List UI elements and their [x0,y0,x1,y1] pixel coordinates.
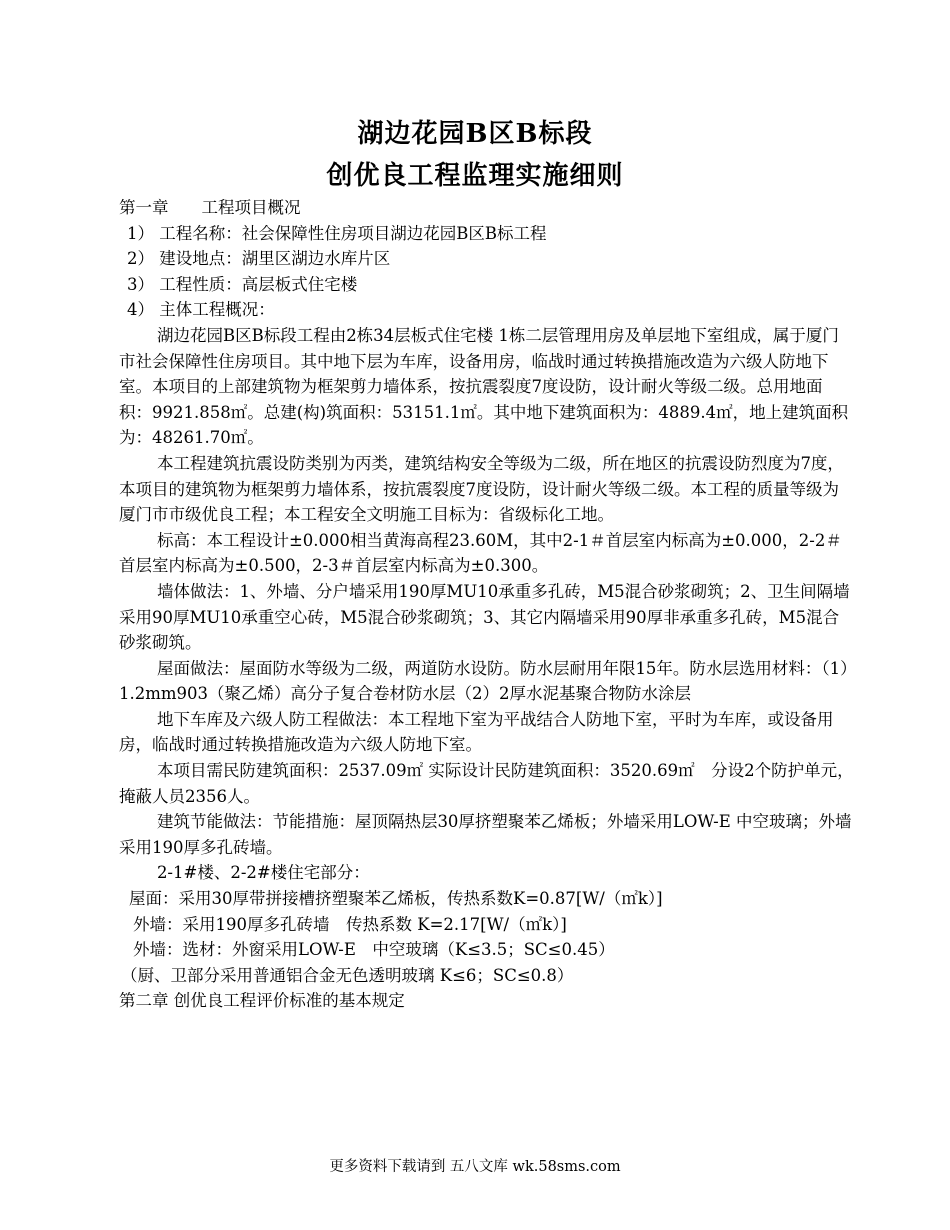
paragraph-residential: 2-1#楼、2-2#楼住宅部分： [156,863,370,883]
paragraph-seismic: 本工程建筑抗震设防类别为丙类，建筑结构安全等级为二级，所在地区的抗震设防烈度为7度，本项目的建筑物为框架剪力墙体系，按抗震裂度7度设防，设计耐火等级二级。本工程的质量等级为厦门市市级优良工程；本工程安全文明施工目标为：省级标化工地。 [119,453,844,525]
paragraph-wall: 墙体做法：1、外墙、分户墙采用190厚MU10承重多孔砖，M5混合砂浆砌筑；2、卫生间隔墙采用90厚MU10承重空心砖，M5混合砂浆砌筑；3、其它内隔墙采用90厚非承重多孔砖，M5混合砂浆砌筑。 [119,581,850,653]
paragraph-civil-defense: 本项目需民防建筑面积：2537.09㎡ 实际设计民防建筑面积：3520.69㎡ 分设2个防护单元，掩蔽人员2356人。 [119,761,854,806]
paragraph-window-spec: 外墙：选材：外窗采用LOW-E 中空玻璃（K≤3.5；SC≤0.45） [133,940,615,960]
paragraph-kitchen-note: （厨、卫部分采用普通铝合金无色透明玻璃 K≤6；SC≤0.8） [121,965,574,985]
footer-text: 更多资料下载请到 五八文库 wk.58sms.com [329,1159,621,1175]
list-item-nature: 3） 工程性质：高层板式住宅楼 [127,274,358,294]
list-item-project-name: 1） 工程名称：社会保障性住房项目湖边花园B区B标工程 [127,223,547,243]
list-item-location: 2） 建设地点：湖里区湖边水库片区 [127,249,391,269]
paragraph-roof: 屋面做法：屋面防水等级为二级，两道防水设防。防水层耐用年限15年。防水层选用材料：（1）1.2mm903（聚乙烯）高分子复合卷材防水层（2）2厚水泥基聚合物防水涂层 [119,658,849,704]
document-body [119,195,854,1014]
paragraph-roof-spec: 屋面：采用30厚带拼接槽挤塑聚苯乙烯板，传热系数K=0.87[W/（㎡k）] [129,889,663,909]
document-title-line1: 湖边花园B区B标段 [357,119,593,149]
document-title-line2: 创优良工程监理实施细则 [326,161,624,191]
paragraph-basement: 地下车库及六级人防工程做法：本工程地下室为平战结合人防地下室，平时为车库，或设备用房，临战时通过转换措施改造为六级人防地下室。 [119,709,834,755]
paragraph-overview: 湖边花园B区B标段工程由2栋34层板式住宅楼 1栋二层管理用房及单层地下室组成，属于厦门市社会保障性住房项目。其中地下层为车库，设备用房，临战时通过转换措施改造为六级人防地下室。本项目的上部建筑物为框架剪力墙体系，按抗震裂度7度设防，设计耐火等级二级。总用地面积：9921.858㎡。总建(构)筑面积：53151.1㎡。其中地下建筑面积为：4889.4㎡，地上建筑面积为：48261.70㎡。 [119,325,849,448]
list-item-overview: 4） 主体工程概况： [127,300,275,320]
paragraph-energy: 建筑节能做法：节能措施：屋顶隔热层30厚挤塑聚苯乙烯板；外墙采用LOW-E 中空玻璃；外墙采用190厚多孔砖墙。 [119,812,852,857]
chapter-heading: 第一章 工程项目概况 [119,198,301,217]
chapter-heading-2: 第二章 创优良工程评价标准的基本规定 [119,991,405,1011]
paragraph-elevation: 标高：本工程设计±0.000相当黄海高程23.60M，其中2-1＃首层室内标高为±0.000，2-2＃首层室内标高为±0.500，2-3＃首层室内标高为±0.300。 [119,530,842,576]
paragraph-wall-spec: 外墙：采用190厚多孔砖墙 传热系数 K=2.17[W/（㎡k）] [133,914,567,934]
